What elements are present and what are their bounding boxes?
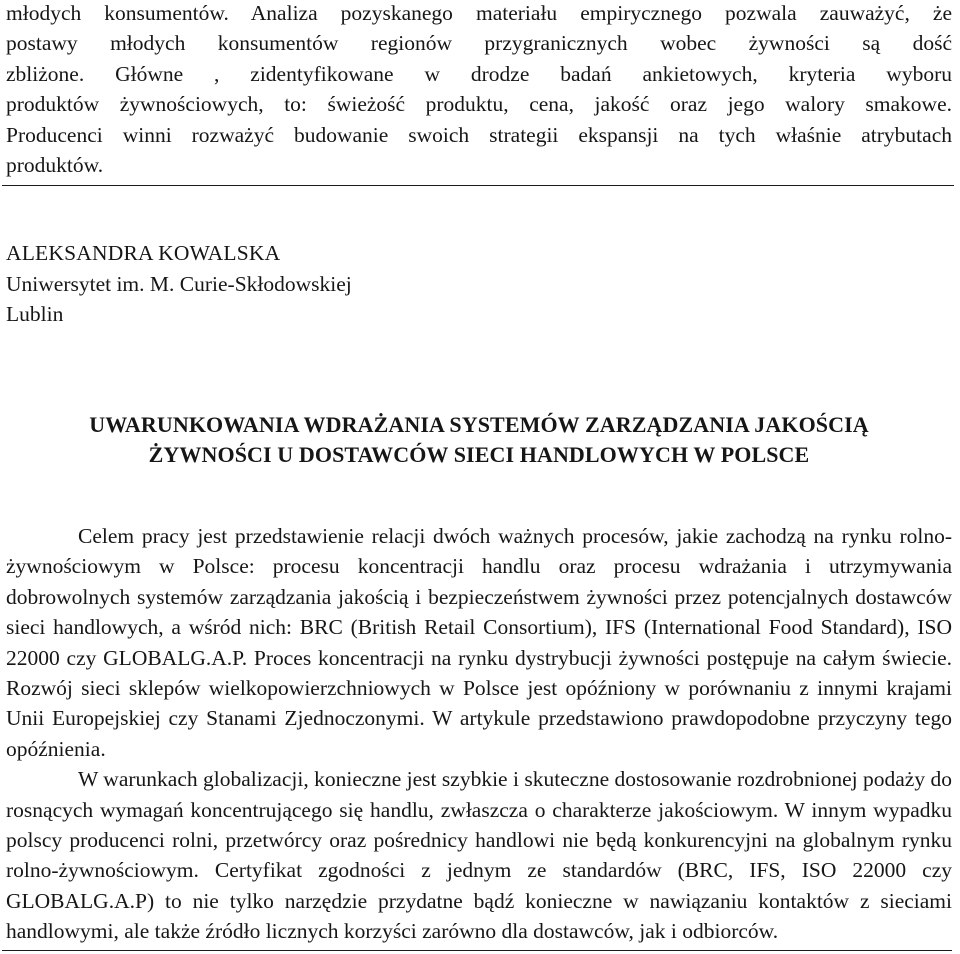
previous-article-abstract-end	[6, 0, 952, 180]
title-line: UWARUNKOWANIA WDRAŻANIA SYSTEMÓW ZARZĄDZANIA JAKOŚCIĄ	[89, 411, 869, 437]
abstract-line: produktów żywnościowych, to: świeżość produktu, cena, jakość oraz jego walory smakowe.	[6, 92, 952, 117]
abstract-paragraph: W warunkach globalizacji, konieczne jest szybkie i skuteczne dostosowanie rozdrobnionej podaży do rosnących wymagań koncentrującego się handlu, zwłaszcza o charakterze jakościowym. W innym wypadku polscy producenci rolni, przetwórcy oraz pośrednicy handlowi nie będą konkurencyjni na globalnym rynku rolno-żywnościowym. Certyfikat zgodności z jednym ze standardów (BRC, IFS, ISO 22000 czy GLOBALG.A.P) to nie tylko narzędzie przydatne bądź konieczne w nawiązaniu kontaktów z sieciami handlowymi, ale także źródło licznych korzyści zarówno dla dostawców, jak i odbiorców.	[6, 767, 952, 944]
abstract-paragraph: Celem pracy jest przedstawienie relacji dwóch ważnych procesów, jakie zachodzą na rynku rolno-żywnościowym w Polsce: procesu koncentracji handlu oraz procesu wdrażania i utrzymywania dobrowolnych systemów zarządzania jakością i bezpieczeństwem żywności przez potencjalnych dostawców sieci handlowych, a wśród nich: BRC (British Retail Consortium), IFS (International Food Standard), ISO 22000 czy GLOBALG.A.P. Proces koncentracji na rynku dystrybucji żywności postępuje na całym świecie. Rozwój sieci sklepów wielkopowierzchniowych w Polsce jest opóźniony w porównaniu z innymi krajami Unii Europejskiej czy Stanami Zjednoczonymi. W artykule przedstawiono prawdopodobne przyczyny tego opóźnienia.	[6, 523, 952, 761]
author-block	[6, 238, 952, 330]
abstract-line: postawy młodych konsumentów regionów przygranicznych wobec żywności są dość	[6, 31, 952, 56]
abstract-line: Producenci winni rozważyć budowanie swoich strategii ekspansji na tych właśnie atrybutach	[6, 122, 952, 147]
abstract-line: zbliżone. Główne , zidentyfikowane w drodze badań ankietowych, kryteria wyboru	[6, 61, 952, 86]
author-city: Lublin	[6, 302, 64, 327]
section-divider	[2, 185, 954, 186]
bottom-divider	[2, 950, 952, 951]
title-line: ŻYWNOŚCI U DOSTAWCÓW SIECI HANDLOWYCH W POLSCE	[148, 442, 810, 468]
document-page	[6, 0, 952, 947]
author-name: ALEKSANDRA KOWALSKA	[6, 241, 281, 266]
article-title	[6, 410, 952, 471]
author-affiliation: Uniwersytet im. M. Curie-Skłodowskiej	[6, 271, 352, 296]
abstract-line: młodych konsumentów. Analiza pozyskanego materiału empirycznego pozwala zauważyć, że	[6, 1, 952, 25]
abstract-line: produktów.	[6, 153, 104, 178]
